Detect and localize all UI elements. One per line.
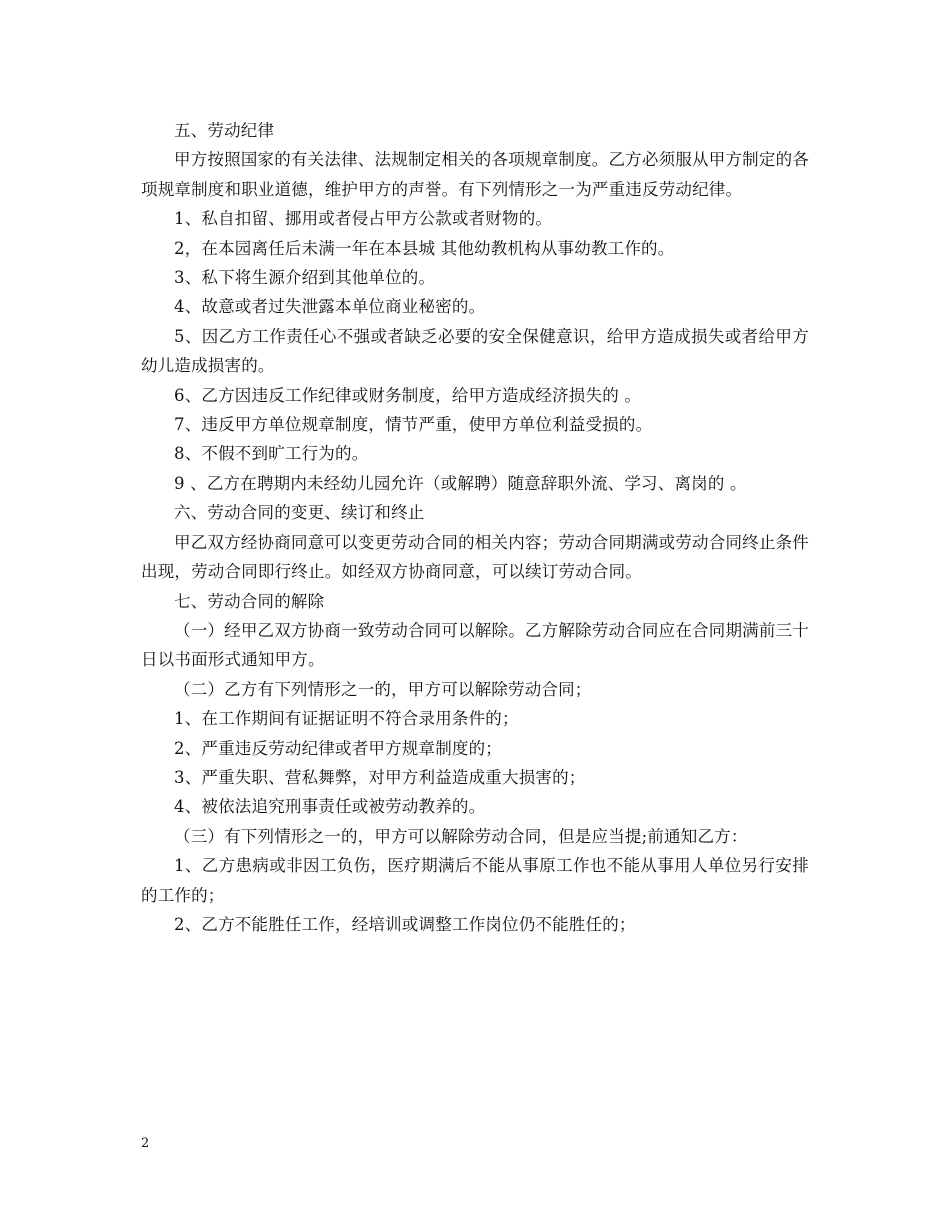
section-heading-contract-change: 六、劳动合同的变更、续订和终止 xyxy=(174,503,425,523)
section-heading-labor-discipline: 五、劳动纪律 xyxy=(174,121,275,140)
list-item-discipline-9: 9 、乙方在聘期内未经幼儿园允许（或解聘）随意辞职外流、学习、离岗的 。 xyxy=(174,473,747,493)
document-body xyxy=(141,116,809,939)
list-item-notice-1: 1、乙方患病或非因工负伤，医疗期满后不能从事原工作也不能从事用人单位另行安排的工作的； xyxy=(141,856,809,905)
list-item-discipline-4: 4、故意或者过失泄露本单位商业秘密的。 xyxy=(174,297,486,317)
list-item-discipline-8: 8、不假不到旷工行为的。 xyxy=(174,444,369,464)
list-item-termination-1: 1、在工作期间有证据证明不符合录用条件的； xyxy=(174,709,519,729)
list-item-discipline-2: 2，在本园离任后未满一年在本县城 其他幼教机构从事幼教工作的。 xyxy=(174,238,675,258)
paragraph-termination-1: （一）经甲乙双方协商一致劳动合同可以解除。乙方解除劳动合同应在合同期满前三十日以书面形式通知甲方。 xyxy=(141,620,809,670)
page-number: 2 xyxy=(141,1136,150,1151)
paragraph-termination-2: （二）乙方有下列情形之一的，甲方可以解除劳动合同； xyxy=(174,679,592,699)
list-item-notice-2: 2、乙方不能胜任工作，经培训或调整工作岗位仍不能胜任的； xyxy=(174,914,636,934)
paragraph-contract-change: 甲乙双方经协商同意可以变更劳动合同的相关内容；劳动合同期满或劳动合同终止条件出现，劳动合同即行终止。如经双方协商同意，可以续订劳动合同。 xyxy=(141,532,809,582)
list-item-discipline-6: 6、乙方因违反工作纪律或财务制度，给甲方造成经济损失的 。 xyxy=(174,385,642,405)
list-item-discipline-5: 5、因乙方工作责任心不强或者缺乏必要的安全保健意识，给甲方造成损失或者给甲方幼儿造成损害的。 xyxy=(141,326,809,376)
list-item-termination-4: 4、被依法追究刑事责任或被劳动教养的。 xyxy=(174,797,486,817)
section-heading-contract-termination: 七、劳动合同的解除 xyxy=(174,591,325,611)
list-item-termination-2: 2、严重违反劳动纪律或者甲方规章制度的； xyxy=(174,738,502,758)
list-item-termination-3: 3、严重失职、营私舞弊，对甲方利益造成重大损害的； xyxy=(174,767,586,787)
list-item-discipline-7: 7、违反甲方单位规章制度，情节严重，使甲方单位利益受损的。 xyxy=(174,415,653,435)
list-item-discipline-1: 1、私自扣留、挪用或者侵占甲方公款或者财物的。 xyxy=(174,209,553,229)
paragraph-termination-3: （三）有下列情形之一的，甲方可以解除劳动合同，但是应当提;前通知乙方： xyxy=(174,826,748,846)
list-item-discipline-3: 3、私下将生源介绍到其他单位的。 xyxy=(174,268,436,288)
paragraph-discipline-intro: 甲方按照国家的有关法律、法规制定相关的各项规章制度。乙方必须服从甲方制定的各项规章制度和职业道德，维护甲方的声誉。有下列情形之一为严重违反劳动纪律。 xyxy=(141,150,809,199)
